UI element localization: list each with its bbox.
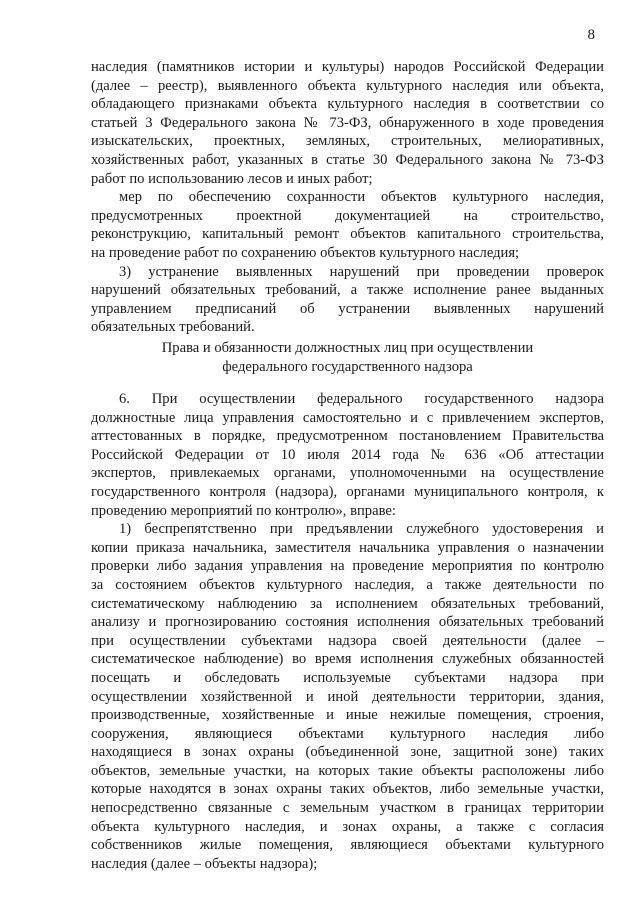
text-line: наследия (памятников истории и культуры) народов Российской Федерации [91, 59, 604, 75]
text-line: непосредственно связанные с земельным участком в границах территории [91, 800, 604, 817]
text-line: анализу и прогнозированию состояния исполнения обязательных требований [91, 614, 604, 631]
text-line: собственников жилые помещения, являющиеся объектами культурного [91, 837, 604, 854]
text-line: за состоянием объектов культурного наследия, а также деятельности по [91, 576, 604, 593]
text-line: наследия (далее – объекты надзора); [91, 855, 318, 872]
text-line: управлением предписаний об устранении выявленных нарушений [91, 300, 604, 317]
text-line: проведению мероприятий по контролю», вправе: [91, 502, 396, 519]
text-line: посещать и обследовать используемые субъектами надзора при [91, 669, 604, 686]
text-line: государственного контроля (надзора), органами муниципального контроля, к [91, 483, 604, 500]
text-line: экспертов, привлекаемых органами, уполномоченными на осуществление [91, 465, 604, 482]
text-line: находящиеся в зонах охраны (объединенной зоне, защитной зоне) таких [91, 744, 604, 761]
text-line: на проведение работ по сохранению объектов культурного наследия; [91, 244, 520, 261]
text-line: реконструкцию, капитальный ремонт объектов капитального строительства, [91, 226, 604, 243]
text-line: изыскательских, проектных, земляных, строительных, мелиоративных, [91, 133, 604, 150]
text-block-continuation [91, 58, 604, 337]
page-number: 8 [587, 27, 595, 43]
text-line: производственные, хозяйственные и иные нежилые помещения, строения, [91, 707, 604, 724]
text-line: объектов, земельные участки, на которых такие объекты расположены либо [91, 762, 604, 779]
text-line: Российской Федерации от 10 июля 2014 года № 636 «Об аттестации [91, 446, 604, 463]
text-line: копии приказа начальника, заместителя начальника управления о назначении [91, 539, 604, 556]
text-line: при осуществлении субъектами надзора своей деятельности (далее – [91, 632, 604, 649]
text-block-rights [91, 390, 604, 873]
text-line: работ по использованию лесов и иных работ; [91, 170, 373, 187]
text-line: обладающего признаками объекта культурного наследия в соответствии со [91, 96, 604, 113]
text-line: обязательных требований. [91, 319, 255, 336]
text-line: должностные лица управления самостоятельно и с привлечением экспертов, [91, 409, 604, 426]
section-heading-line-2: федерального государственного надзора [222, 359, 473, 375]
text-line: сооружения, являющиеся объектами культурного наследия либо [91, 725, 604, 742]
text-line: систематическое наблюдение) во время исполнения служебных обязанностей [91, 651, 604, 668]
text-line: проверки либо задания управления на проведение мероприятия по контролю [91, 558, 604, 575]
text-line: аттестованных в порядке, предусмотренном постановлением Правительства [91, 428, 604, 445]
text-line: осуществлении хозяйственной и иной деятельности территории, здания, [91, 688, 604, 705]
section-heading-line-1: Права и обязанности должностных лиц при осуществлении [161, 340, 534, 356]
text-line: мер по обеспечению сохранности объектов культурного наследия, [119, 189, 604, 206]
section-heading [91, 339, 604, 377]
text-line: 3) устранение выявленных нарушений при проведении проверок [119, 263, 604, 280]
text-line: (далее – реестр), выявленного объекта культурного наследия или объекта, [91, 77, 604, 94]
text-line: объекта культурного наследия, и зонах охраны, а также с согласия [91, 818, 604, 835]
text-line: систематическому наблюдению за исполнением обязательных требований, [91, 595, 604, 612]
text-line: 6. При осуществлении федерального государственного надзора [119, 391, 604, 407]
text-line: хозяйственных работ, указанных в статье 30 Федерального закона № 73-ФЗ [91, 151, 604, 168]
text-line: статьей 3 Федерального закона № 73-ФЗ, обнаруженного в ходе проведения [91, 114, 604, 131]
text-line: 1) беспрепятственно при предъявлении служебного удостоверения и [119, 521, 604, 538]
text-line: которые находятся в зонах охраны таких объектов, либо земельные участки, [91, 781, 604, 798]
text-line: нарушений обязательных требований, а также исполнение ранее выданных [91, 282, 604, 299]
text-line: предусмотренных проектной документацией на строительство, [91, 207, 604, 224]
